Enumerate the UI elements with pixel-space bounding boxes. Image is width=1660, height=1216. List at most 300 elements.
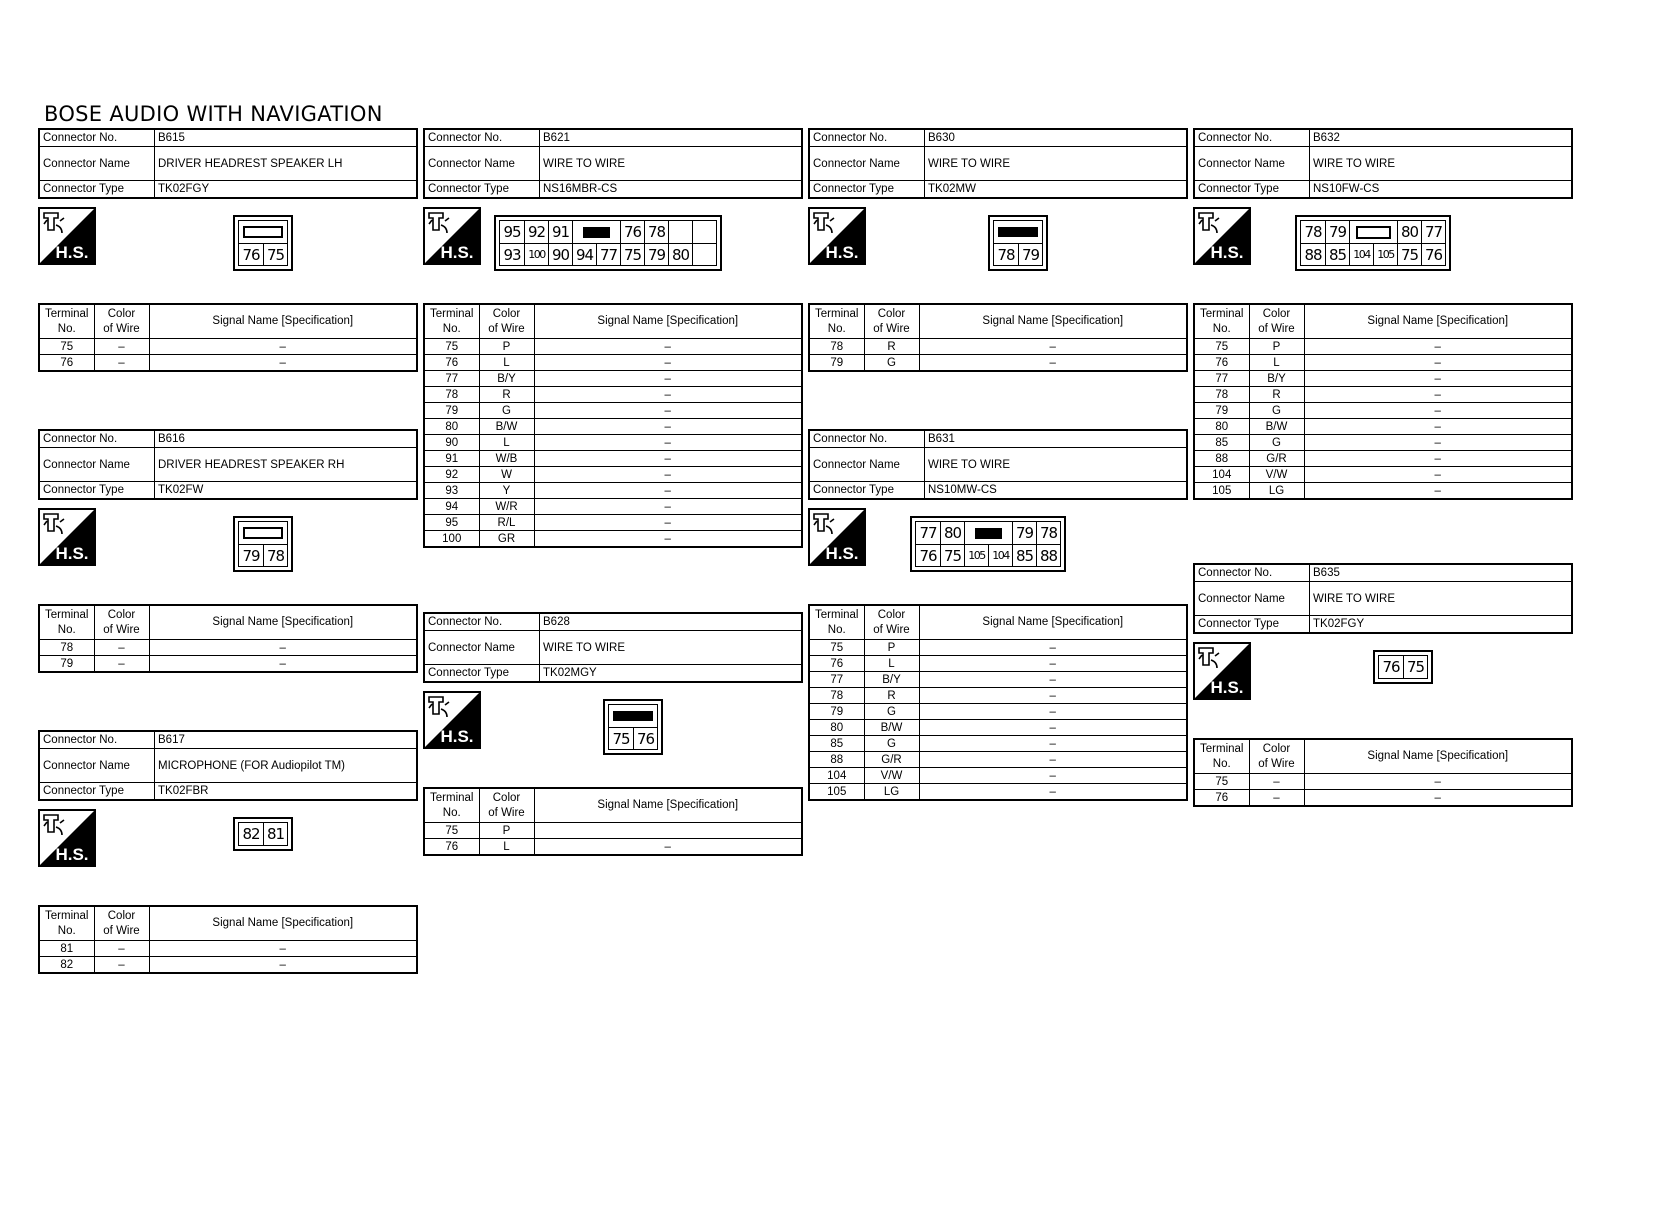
pin-cell: 81: [263, 823, 287, 845]
table-row: [809, 339, 1187, 355]
connector-number: B631: [925, 430, 1188, 448]
wire-color: B/Y: [479, 371, 534, 387]
signal-name: –: [919, 688, 1187, 704]
pin-cell: 79: [1018, 243, 1042, 265]
connector-type-label: Connector Type: [809, 181, 925, 199]
connector-name-label: Connector Name: [809, 147, 925, 181]
lock-tab: [239, 522, 287, 544]
wire-color: B/W: [1249, 419, 1304, 435]
pin-cell: 94: [572, 243, 596, 265]
terminal-no: 90: [424, 435, 479, 451]
wire-color: G/R: [1249, 451, 1304, 467]
terminal-no: 85: [1194, 435, 1249, 451]
terminal-table: [1193, 303, 1573, 500]
terminal-no: 77: [1194, 371, 1249, 387]
pin-cell: 76: [620, 221, 644, 243]
pin-cell: 75: [263, 243, 287, 265]
signal-name: –: [1304, 339, 1572, 355]
table-row: [424, 483, 802, 499]
wire-color: W/R: [479, 499, 534, 515]
terminal-no: 79: [424, 403, 479, 419]
terminal-no: 80: [424, 419, 479, 435]
connector-name-label: Connector Name: [1194, 582, 1310, 616]
wire-color: R: [864, 688, 919, 704]
connector-type: TK02FGY: [1310, 616, 1573, 634]
terminal-no: 85: [809, 736, 864, 752]
pin-cell: 79: [1325, 221, 1349, 243]
terminal-table: [808, 303, 1188, 372]
pin-cell: 93: [500, 243, 524, 265]
pin-cell: 76: [239, 243, 263, 265]
lock-tab: [239, 221, 287, 243]
terminal-no-header: Terminal No.: [424, 788, 479, 823]
pin-cell: 92: [524, 221, 548, 243]
terminal-no: 88: [1194, 451, 1249, 467]
terminal-no: 76: [809, 656, 864, 672]
housing-face: [238, 220, 288, 266]
connector-type: TK02MGY: [540, 665, 803, 683]
table-row: [809, 784, 1187, 801]
table-row: [424, 419, 802, 435]
pin-cell: 75: [940, 544, 964, 566]
connector-housing: [988, 215, 1048, 271]
signal-name: –: [919, 640, 1187, 656]
connector-type-label: Connector Type: [424, 181, 540, 199]
table-row: [39, 656, 417, 673]
connector-number: B632: [1310, 129, 1573, 147]
terminal-no: 75: [1194, 774, 1249, 790]
lock-tab: [572, 221, 620, 243]
pin-cell: 77: [1421, 221, 1445, 243]
terminal-no-header: Terminal No.: [39, 906, 94, 941]
terminal-table: [38, 303, 418, 372]
table-row: [809, 640, 1187, 656]
connector-block-b635: [1193, 563, 1573, 807]
pin-cell: 105: [964, 544, 988, 566]
connector-housing: [233, 817, 293, 851]
wire-color: G: [864, 704, 919, 720]
table-row: [424, 823, 802, 839]
color-of-wire-header: Color of Wire: [94, 906, 149, 941]
housing-area: [1193, 650, 1573, 726]
table-row: [424, 371, 802, 387]
wire-color: –: [94, 656, 149, 673]
wire-color: L: [1249, 355, 1304, 371]
signal-name-header: Signal Name [Specification]: [919, 304, 1187, 339]
pin-cell: 76: [633, 727, 657, 749]
housing-face: [608, 704, 658, 750]
wire-color: –: [94, 355, 149, 372]
terminal-no: 76: [1194, 790, 1249, 807]
pin-cell: 75: [609, 727, 633, 749]
connector-info-table: [1193, 128, 1573, 199]
wire-color: R: [864, 339, 919, 355]
connector-housing: [603, 699, 663, 755]
table-row: [424, 387, 802, 403]
signal-name: –: [534, 839, 802, 856]
color-of-wire-header: Color of Wire: [94, 605, 149, 640]
connector-name: MICROPHONE (FOR Audiopilot TM): [155, 749, 418, 783]
signal-name-header: Signal Name [Specification]: [149, 605, 417, 640]
table-row: [39, 355, 417, 372]
terminal-no: 91: [424, 451, 479, 467]
signal-name: –: [149, 656, 417, 673]
signal-name: –: [919, 736, 1187, 752]
connector-name: WIRE TO WIRE: [1310, 582, 1573, 616]
connector-name: WIRE TO WIRE: [925, 147, 1188, 181]
signal-name: –: [919, 704, 1187, 720]
wire-color: G: [864, 355, 919, 372]
signal-name: –: [919, 784, 1187, 801]
wire-color: P: [479, 823, 534, 839]
terminal-no: 78: [39, 640, 94, 656]
connector-name: DRIVER HEADREST SPEAKER RH: [155, 448, 418, 482]
connector-number-label: Connector No.: [424, 129, 540, 147]
terminal-no: 79: [809, 704, 864, 720]
pin-cell: 85: [1325, 243, 1349, 265]
signal-name-header: Signal Name [Specification]: [1304, 739, 1572, 774]
connector-block-b621: [423, 128, 803, 548]
connector-number: B630: [925, 129, 1188, 147]
terminal-no: 80: [809, 720, 864, 736]
terminal-no: 78: [809, 688, 864, 704]
hs-label: H.S.: [55, 243, 89, 262]
terminal-table-header: [424, 304, 802, 339]
signal-name-header: Signal Name [Specification]: [534, 788, 802, 823]
wire-color: G: [1249, 403, 1304, 419]
signal-name: –: [534, 355, 802, 371]
signal-name: –: [919, 339, 1187, 355]
wire-color: LG: [1249, 483, 1304, 500]
connector-type: TK02MW: [925, 181, 1188, 199]
connector-block-b631: [808, 429, 1188, 801]
wire-color: –: [94, 640, 149, 656]
terminal-no-header: Terminal No.: [1194, 739, 1249, 774]
terminal-table-header: [39, 605, 417, 640]
pin-cell: 75: [1403, 656, 1427, 678]
housing-face: [238, 521, 288, 567]
pin-cell: 79: [1012, 522, 1036, 544]
pin-cell: 78: [263, 544, 287, 566]
wire-color: R: [479, 387, 534, 403]
color-of-wire-header: Color of Wire: [479, 304, 534, 339]
connector-housing: [1295, 215, 1451, 271]
connector-info-table: [38, 128, 418, 199]
terminal-no: 79: [809, 355, 864, 372]
signal-name: –: [534, 339, 802, 355]
hs-label: H.S.: [440, 243, 474, 262]
housing-face: [499, 220, 717, 266]
housing-area: [38, 516, 418, 592]
signal-name: –: [149, 355, 417, 372]
connector-type-label: Connector Type: [1194, 616, 1310, 634]
signal-name: –: [149, 957, 417, 974]
table-row: [1194, 451, 1572, 467]
terminal-table-header: [424, 788, 802, 823]
signal-name: –: [534, 403, 802, 419]
table-row: [424, 403, 802, 419]
wire-color: L: [479, 435, 534, 451]
table-row: [809, 768, 1187, 784]
pin-cell: 104: [1349, 243, 1373, 265]
signal-name: –: [534, 371, 802, 387]
wire-color: G: [864, 736, 919, 752]
connector-name: WIRE TO WIRE: [1310, 147, 1573, 181]
connector-block-b630: [808, 128, 1188, 372]
signal-name: –: [534, 435, 802, 451]
connector-block-b628: [423, 612, 803, 856]
terminal-table: [1193, 738, 1573, 807]
wire-color: G: [1249, 435, 1304, 451]
wire-color: L: [479, 839, 534, 856]
connector-name: WIRE TO WIRE: [540, 147, 803, 181]
connector-housing: [910, 516, 1066, 572]
table-row: [809, 672, 1187, 688]
connector-number-label: Connector No.: [809, 430, 925, 448]
pin-cell: 80: [940, 522, 964, 544]
signal-name: –: [149, 640, 417, 656]
lock-tab: [609, 705, 657, 727]
connector-info-table: [38, 429, 418, 500]
pin-cell: 75: [620, 243, 644, 265]
table-row: [1194, 403, 1572, 419]
pin-cell: [692, 221, 716, 243]
terminal-no-header: Terminal No.: [424, 304, 479, 339]
wire-color: V/W: [864, 768, 919, 784]
connector-type: NS10FW-CS: [1310, 181, 1573, 199]
pin-cell: 76: [916, 544, 940, 566]
table-row: [424, 435, 802, 451]
connector-info-table: [423, 128, 803, 199]
connector-info-table: [1193, 563, 1573, 634]
terminal-table-header: [39, 906, 417, 941]
signal-name-header: Signal Name [Specification]: [149, 304, 417, 339]
signal-name: –: [1304, 790, 1572, 807]
hs-label: H.S.: [1210, 243, 1244, 262]
connector-name-label: Connector Name: [39, 749, 155, 783]
terminal-no-header: Terminal No.: [809, 605, 864, 640]
signal-name: –: [1304, 419, 1572, 435]
connector-housing: [233, 516, 293, 572]
wire-color: W: [479, 467, 534, 483]
terminal-no: 75: [809, 640, 864, 656]
terminal-no: 76: [424, 355, 479, 371]
wire-color: GR: [479, 531, 534, 548]
terminal-no: 77: [424, 371, 479, 387]
pin-cell: 95: [503, 223, 521, 241]
table-row: [809, 736, 1187, 752]
terminal-no: 105: [809, 784, 864, 801]
terminal-no: 79: [1194, 403, 1249, 419]
pin-cell: 78: [644, 221, 668, 243]
signal-name-header: Signal Name [Specification]: [919, 605, 1187, 640]
terminal-no: 100: [424, 531, 479, 548]
lock-tab: [964, 522, 1012, 544]
table-row: [424, 339, 802, 355]
hs-label: H.S.: [440, 727, 474, 746]
connector-name: WIRE TO WIRE: [925, 448, 1188, 482]
signal-name: –: [1304, 371, 1572, 387]
table-row: [424, 839, 802, 856]
table-row: [424, 451, 802, 467]
connector-block-b632: [1193, 128, 1573, 500]
wire-color: G: [479, 403, 534, 419]
signal-name: –: [534, 387, 802, 403]
wire-color: V/W: [1249, 467, 1304, 483]
wire-color: R/L: [479, 515, 534, 531]
pin-cell: 104: [988, 544, 1012, 566]
wire-color: L: [864, 656, 919, 672]
wire-color: B/W: [479, 419, 534, 435]
terminal-no: 94: [424, 499, 479, 515]
connector-name-label: Connector Name: [1194, 147, 1310, 181]
hs-label: H.S.: [825, 243, 859, 262]
signal-name: –: [534, 467, 802, 483]
pin-cell: 90: [548, 243, 572, 265]
terminal-no-header: Terminal No.: [39, 605, 94, 640]
lock-tab: [994, 221, 1042, 243]
table-row: [809, 704, 1187, 720]
pin-cell: [692, 243, 716, 265]
pin-cell: 78: [1304, 223, 1322, 241]
connector-number-label: Connector No.: [424, 613, 540, 631]
pin-cell: 75: [1397, 243, 1421, 265]
pin-cell: 79: [239, 544, 263, 566]
terminal-table: [423, 303, 803, 548]
terminal-no: 75: [1194, 339, 1249, 355]
wire-color: P: [479, 339, 534, 355]
hs-label: H.S.: [55, 845, 89, 864]
table-row: [1194, 483, 1572, 500]
connector-number-label: Connector No.: [809, 129, 925, 147]
signal-name: –: [534, 515, 802, 531]
table-row: [1194, 339, 1572, 355]
housing-area: [423, 699, 803, 775]
connector-number: B628: [540, 613, 803, 631]
table-row: [1194, 371, 1572, 387]
connector-type-label: Connector Type: [809, 482, 925, 500]
signal-name: –: [534, 531, 802, 548]
signal-name: –: [149, 339, 417, 355]
pin-cell: 88: [1036, 544, 1060, 566]
table-row: [1194, 435, 1572, 451]
table-row: [39, 339, 417, 355]
table-row: [1194, 387, 1572, 403]
color-of-wire-header: Color of Wire: [864, 304, 919, 339]
terminal-no: 104: [1194, 467, 1249, 483]
terminal-table: [423, 787, 803, 856]
housing-face: [915, 521, 1061, 567]
terminal-no: 81: [39, 941, 94, 957]
connector-type-label: Connector Type: [39, 783, 155, 801]
pin-cell: 100: [524, 243, 548, 265]
connector-number: B616: [155, 430, 418, 448]
housing-area: [38, 215, 418, 291]
wire-color: P: [864, 640, 919, 656]
signal-name: –: [919, 752, 1187, 768]
connector-number: B635: [1310, 564, 1573, 582]
wire-color: –: [94, 941, 149, 957]
connector-info-table: [38, 730, 418, 801]
pin-cell: 85: [1012, 544, 1036, 566]
signal-name: –: [534, 451, 802, 467]
pin-cell: 91: [548, 221, 572, 243]
terminal-no: 76: [39, 355, 94, 372]
wire-color: G/R: [864, 752, 919, 768]
wire-color: L: [479, 355, 534, 371]
signal-name: –: [919, 355, 1187, 372]
connector-type-label: Connector Type: [39, 181, 155, 199]
table-row: [424, 355, 802, 371]
terminal-table: [38, 905, 418, 974]
signal-name: –: [1304, 774, 1572, 790]
terminal-table-header: [809, 605, 1187, 640]
color-of-wire-header: Color of Wire: [479, 788, 534, 823]
terminal-no: 75: [424, 339, 479, 355]
connector-info-table: [423, 612, 803, 683]
terminal-no-header: Terminal No.: [1194, 304, 1249, 339]
pin-cell: 80: [668, 243, 692, 265]
wire-color: –: [94, 957, 149, 974]
table-row: [1194, 467, 1572, 483]
connector-name-label: Connector Name: [809, 448, 925, 482]
connector-name-label: Connector Name: [39, 448, 155, 482]
terminal-no-header: Terminal No.: [809, 304, 864, 339]
connector-name: DRIVER HEADREST SPEAKER LH: [155, 147, 418, 181]
terminal-table-header: [1194, 304, 1572, 339]
signal-name: –: [919, 720, 1187, 736]
signal-name: –: [1304, 387, 1572, 403]
wire-color: B/Y: [1249, 371, 1304, 387]
connector-type: TK02FW: [155, 482, 418, 500]
table-row: [424, 515, 802, 531]
connector-housing: [494, 215, 722, 271]
terminal-no: 80: [1194, 419, 1249, 435]
pin-cell: 78: [1036, 522, 1060, 544]
connector-name-label: Connector Name: [39, 147, 155, 181]
wire-color: R: [1249, 387, 1304, 403]
signal-name-header: Signal Name [Specification]: [534, 304, 802, 339]
signal-name: –: [1304, 467, 1572, 483]
table-row: [1194, 774, 1572, 790]
table-row: [39, 640, 417, 656]
signal-name: –: [919, 656, 1187, 672]
connector-type-label: Connector Type: [1194, 181, 1310, 199]
connector-block-b615: [38, 128, 418, 372]
pin-cell: 77: [596, 243, 620, 265]
terminal-no: 76: [424, 839, 479, 856]
connector-block-b617: [38, 730, 418, 974]
connector-number-label: Connector No.: [39, 129, 155, 147]
signal-name: [534, 823, 802, 839]
terminal-no: 104: [809, 768, 864, 784]
pin-cell: 78: [994, 243, 1018, 265]
housing-face: [993, 220, 1043, 266]
pin-cell: 88: [1301, 243, 1325, 265]
pin-cell: 77: [919, 524, 937, 542]
connector-number: B615: [155, 129, 418, 147]
terminal-no: 93: [424, 483, 479, 499]
terminal-no: 78: [424, 387, 479, 403]
connector-number-label: Connector No.: [39, 430, 155, 448]
connector-number-label: Connector No.: [1194, 129, 1310, 147]
color-of-wire-header: Color of Wire: [864, 605, 919, 640]
connector-name-label: Connector Name: [424, 631, 540, 665]
signal-name: –: [1304, 435, 1572, 451]
wire-color: LG: [864, 784, 919, 801]
table-row: [1194, 790, 1572, 807]
housing-area: [38, 817, 418, 893]
